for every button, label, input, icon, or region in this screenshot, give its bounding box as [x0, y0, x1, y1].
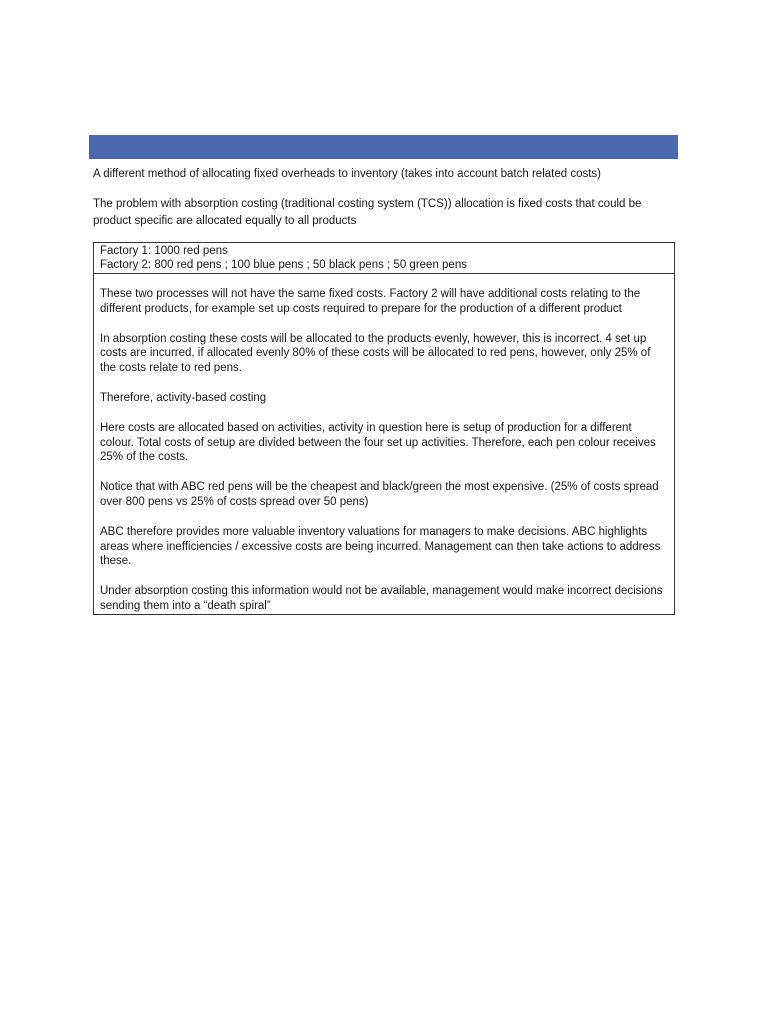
paragraph-processes: These two processes will not have the same fixed costs. Factory 2 will have additional costs relating to the different products, for example set up costs required to prepare for the production of a different product: [100, 288, 641, 315]
factory-2-line: Factory 2: 800 red pens ; 100 blue pens ; 50 black pens ; 50 green pens: [100, 259, 467, 271]
intro-line-2: The problem with absorption costing (traditional costing system (TCS)) allocation is fixed costs that could be product specific are allocated equally to all products: [93, 198, 642, 227]
factory-1-line: Factory 1: 1000 red pens: [100, 245, 228, 257]
paragraph-death-spiral: Under absorption costing this information would not be available, management would make incorrect decisions sending them into a “death spiral”: [100, 585, 663, 612]
factory-summary: [94, 243, 674, 274]
paragraph-activities: Here costs are allocated based on activities, activity in question here is setup of production for a different colour. Total costs of setup are divided between the four set up activities. Therefore, each pen colour receives 25% of the costs.: [100, 421, 656, 464]
header-bar: [89, 135, 678, 159]
notes-body: [94, 274, 674, 614]
intro-line-1: A different method of allocating fixed overheads to inventory (takes into account batch related costs): [93, 168, 601, 180]
paragraph-abc-benefits: ABC therefore provides more valuable inventory valuations for managers to make decisions. ABC highlights areas where inefficiencies / excessive costs are being incurred. Management can then take actions to address these.: [100, 525, 661, 568]
paragraph-absorption: In absorption costing these costs will be allocated to the products evenly, however, this is incorrect. 4 set up costs are incurred, if allocated evenly 80% of these costs will be allocated to red pens, however, only 25% of the costs relate to red pens.: [100, 332, 651, 375]
paragraph-notice: Notice that with ABC red pens will be the cheapest and black/green the most expensive. (25% of costs spread over 800 pens vs 25% of costs spread over 50 pens): [100, 481, 659, 508]
notes-box: [93, 242, 675, 615]
paragraph-therefore: Therefore, activity-based costing: [100, 391, 267, 404]
